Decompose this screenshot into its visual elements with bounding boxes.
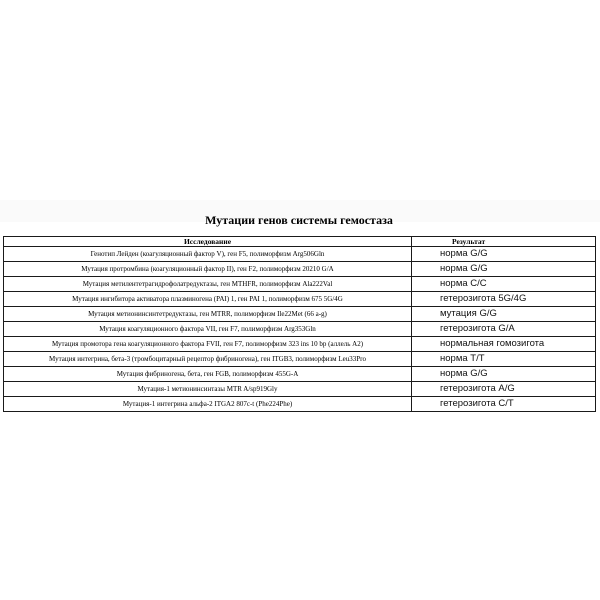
result-cell: гетерозигота G/A (412, 322, 596, 337)
study-cell: Генотип Лейден (коагуляционный фактор V), ген F5, полиморфизм Arg506Gln (4, 247, 412, 262)
table-row (4, 367, 596, 382)
header-study: Исследование (4, 237, 412, 247)
study-cell: Мутация ингибитора активатора плазминогена (PAI) 1, ген PAI 1, полиморфизм 675 5G/4G (4, 292, 412, 307)
study-cell: Мутация фибриногена, бета, ген FGB, полиморфизм 455G-A (4, 367, 412, 382)
result-cell: норма C/C (412, 277, 596, 292)
result-cell: мутация G/G (412, 307, 596, 322)
table-row (4, 337, 596, 352)
header-result: Результат (412, 237, 596, 247)
table-header-row (4, 237, 596, 247)
study-cell: Мутация метионинсинтетредуктазы, ген MTRR, полиморфизм Ile22Met (66 a-g) (4, 307, 412, 322)
result-cell: гетерозигота A/G (412, 382, 596, 397)
study-cell: Мутация метилентетрагидрофолатредуктазы, ген MTHFR, полиморфизм Ala222Val (4, 277, 412, 292)
study-cell: Мутация протромбина (коагуляционный фактор II), ген F2, полиморфизм 20210 G/A (4, 262, 412, 277)
study-cell: Мутация интегрина, бета-3 (тромбоцитарный рецептор фибриногена), ген ITGB3, полиморфизм Leu33Pro (4, 352, 412, 367)
study-cell: Мутация промотора гена коагуляционного фактора FVII, ген F7, полиморфизм 323 ins 10 bp (аллель A2) (4, 337, 412, 352)
table-row (4, 307, 596, 322)
study-cell: Мутация коагуляционного фактора VII, ген F7, полиморфизм Arg353Gln (4, 322, 412, 337)
table-row (4, 397, 596, 412)
table-row (4, 382, 596, 397)
result-cell: гетерозигота 5G/4G (412, 292, 596, 307)
result-cell: норма T/T (412, 352, 596, 367)
table-row (4, 292, 596, 307)
document (3, 210, 595, 412)
table-row (4, 352, 596, 367)
study-cell: Мутация-1 метионинсинтазы MTR A/sp919Gly (4, 382, 412, 397)
table-row (4, 277, 596, 292)
result-cell: гетерозигота C/T (412, 397, 596, 412)
table-row (4, 262, 596, 277)
study-cell: Мутация-1 интегрина альфа-2 ITGA2 807c-t (Phe224Phe) (4, 397, 412, 412)
table-row (4, 247, 596, 262)
results-table (3, 236, 596, 412)
result-cell: норма G/G (412, 262, 596, 277)
result-cell: норма G/G (412, 247, 596, 262)
result-cell: нормальная гомозигота (412, 337, 596, 352)
page-title: Мутации генов системы гемостаза (205, 213, 393, 227)
table-row (4, 322, 596, 337)
result-cell: норма G/G (412, 367, 596, 382)
